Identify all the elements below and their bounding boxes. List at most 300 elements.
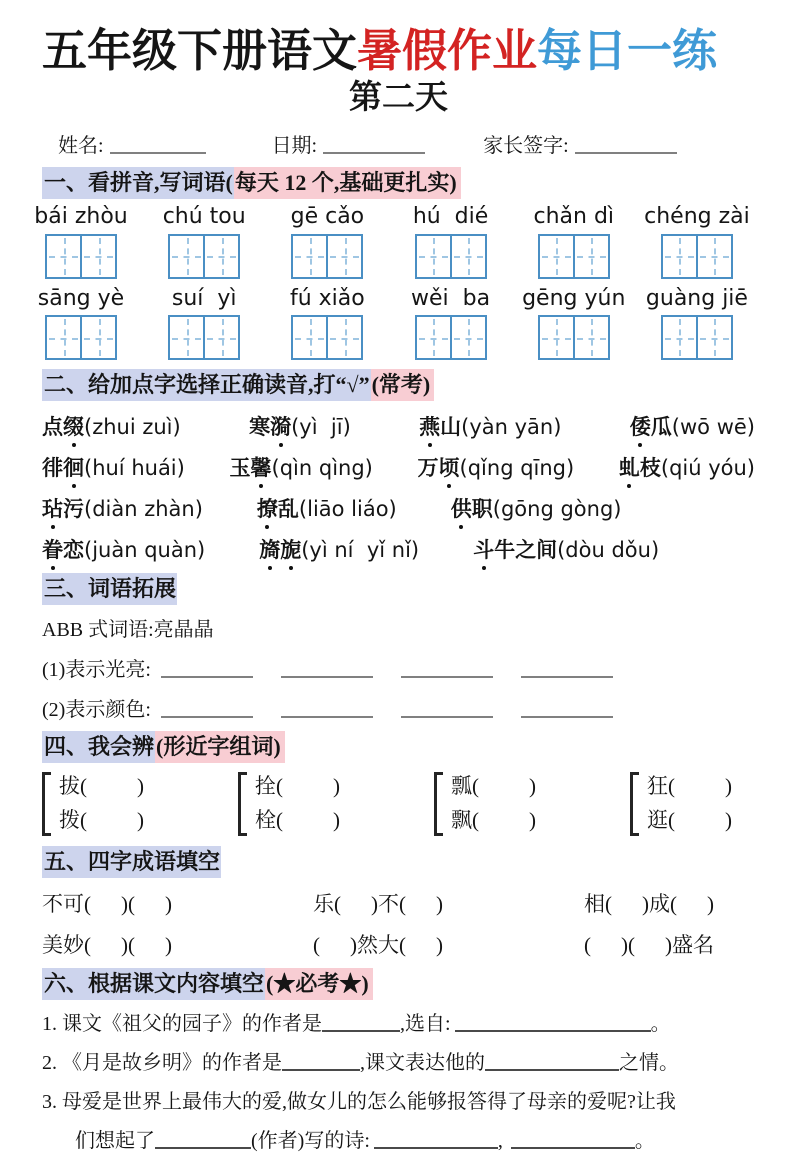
text-segment: )然大(: [350, 933, 406, 958]
bracket-icon: [434, 772, 443, 836]
writing-grid: [45, 315, 117, 360]
dotted-char: 玷: [42, 493, 63, 523]
paren-close: ): [529, 807, 536, 832]
section-similar-characters: [42, 732, 755, 838]
gap: [320, 951, 350, 952]
idiom-item: [313, 929, 443, 959]
char: 逛: [647, 807, 668, 832]
info-row: [58, 129, 755, 158]
char: 恋: [63, 537, 84, 562]
char: 拨: [59, 807, 80, 832]
gap: [591, 951, 621, 952]
phonetic-word-item: [42, 534, 205, 564]
title-homework-part: 暑假作业: [357, 25, 538, 76]
compare-line: [255, 804, 340, 838]
idiom-item: [42, 929, 172, 959]
compare-pair-lines: [59, 770, 144, 837]
compare-pair-group: [434, 770, 536, 837]
blank-line: [282, 1057, 360, 1071]
section4-heading: [42, 732, 755, 762]
dotted-char: 旎: [280, 534, 301, 564]
pinyin-word-column: [644, 204, 750, 278]
blank-line: [575, 140, 677, 154]
pinyin-label: suí yì: [171, 285, 237, 311]
text-segment: ): [707, 892, 714, 917]
abb-blank-line: [42, 653, 755, 682]
writing-grid-cell: [203, 234, 240, 279]
char: 乱: [277, 496, 299, 521]
dotted-char: 顷: [439, 452, 460, 482]
paren-close: ): [725, 774, 732, 799]
compare-pair-group: [42, 770, 144, 837]
char: 污: [63, 496, 84, 521]
text-segment: (作者)写的诗:: [251, 1129, 370, 1152]
compare-line: [647, 804, 732, 838]
pinyin-word-column: [288, 204, 366, 278]
blank-line: [281, 704, 373, 718]
text-segment: ,选自:: [400, 1012, 451, 1035]
text-segment: 不可(: [42, 892, 91, 917]
compare-line: [255, 770, 340, 804]
section6-heading-note: (★必考★): [265, 968, 373, 1000]
writing-grid-cell: [326, 315, 363, 360]
compare-line: [647, 770, 732, 804]
pinyin-word-column: [522, 285, 626, 360]
text-segment: ): [165, 933, 172, 958]
writing-grid: [45, 234, 117, 279]
text-segment: )(: [121, 933, 135, 958]
paren-open: (: [472, 774, 479, 799]
compare-pair-group: [238, 770, 340, 837]
compare-line: [451, 804, 536, 838]
pinyin-word-column: [288, 286, 366, 360]
title-daily-part: 每日一练: [537, 25, 718, 76]
idiom-item: [584, 888, 714, 918]
char: 瓜: [650, 414, 672, 439]
pinyin-label: chéng zài: [644, 204, 750, 230]
word-text: [257, 497, 299, 521]
char: 间: [536, 537, 558, 562]
writing-grid-cell: [538, 234, 575, 279]
pinyin-grid-row: [37, 285, 748, 360]
writing-grid-cell: [45, 315, 82, 360]
pinyin-label: chǎn dì: [533, 204, 615, 230]
phonetic-word-item: [42, 493, 203, 523]
writing-grid-cell: [203, 315, 240, 360]
phonetic-word-item: [259, 534, 419, 564]
text-segment: (: [584, 933, 591, 958]
char: 狂: [647, 774, 668, 799]
phonetic-row: [42, 534, 755, 564]
char: 瓢: [451, 774, 472, 799]
word-text: [230, 456, 272, 480]
compare-pair-lines: [451, 770, 536, 837]
gap: [503, 1146, 511, 1147]
char: 徘: [42, 455, 63, 480]
writing-grid-cell: [573, 234, 610, 279]
gap: [612, 910, 642, 911]
pinyin-word-column: [37, 285, 125, 360]
text-segment: 2. 《月是故乡明》的作者是: [42, 1051, 282, 1074]
text-segment: (2)表示颜色:: [42, 698, 151, 721]
text-segment: )盛名: [665, 933, 714, 958]
pinyin-options: (liāo liáo): [298, 496, 397, 521]
writing-grid-cell: [450, 315, 487, 360]
pinyin-options: (zhui zuì): [84, 414, 181, 439]
pinyin-word-column: [165, 286, 243, 360]
word-text: [42, 538, 84, 562]
pinyin-word-column: [34, 204, 128, 278]
char: 职: [471, 496, 493, 521]
gap: [91, 910, 121, 911]
paren-open: (: [80, 774, 87, 799]
section5-heading: [42, 847, 755, 877]
pinyin-label: gēng yún: [522, 285, 626, 311]
bracket-icon: [238, 772, 247, 836]
gap: [425, 151, 483, 152]
compare-pair-lines: [255, 770, 340, 837]
paren-close: ): [333, 807, 340, 832]
writing-grid-cell: [80, 234, 117, 279]
char: 山: [440, 414, 462, 439]
char: 飘: [451, 807, 472, 832]
blank-line: [401, 704, 493, 718]
fill-in-item: [42, 1088, 755, 1116]
word-text: [42, 456, 84, 480]
pinyin-word-column: [412, 286, 490, 360]
section3-heading: [42, 574, 755, 604]
phonetic-word-item: [249, 411, 351, 441]
dotted-char: 徊: [63, 452, 84, 482]
section-word-expansion: [42, 574, 755, 722]
phonetic-word-item: [418, 452, 575, 482]
section1-heading-note: 每天 12 个,基础更扎实): [234, 167, 461, 199]
writing-grid-cell: [538, 315, 575, 360]
paren-open: (: [668, 774, 675, 799]
pinyin-options: (gōng gòng): [492, 496, 622, 521]
blank-line: [161, 704, 253, 718]
blank-line: [521, 704, 613, 718]
paren-close: ): [137, 807, 144, 832]
text-segment: )不(: [371, 892, 406, 917]
pinyin-options: (qiú yóu): [660, 455, 755, 480]
blank-line: [323, 140, 425, 154]
writing-grid: [661, 234, 733, 279]
section1-heading-main: 一、看拼音,写词语(: [42, 167, 234, 199]
pinyin-options: (huí huái): [84, 455, 185, 480]
text-segment: 3. 母爱是世界上最伟大的爱,做女儿的怎么能够报答得了母亲的爱呢?让我: [42, 1090, 676, 1113]
writing-grid-cell: [661, 234, 698, 279]
pinyin-label: fú xiǎo: [289, 285, 365, 311]
pinyin-grid-rows: [34, 204, 755, 360]
fill-in-items: [42, 1010, 755, 1155]
phonetic-word-item: [230, 452, 373, 482]
text-segment: 1. 课文《祖父的园子》的作者是: [42, 1012, 322, 1035]
section-text-fill-in: [42, 969, 755, 1155]
dotted-char: 眷: [42, 534, 63, 564]
writing-grid: [168, 234, 240, 279]
text-segment: 美妙(: [42, 933, 91, 958]
section5-heading-main: 五、四字成语填空: [42, 846, 221, 878]
compare-pair-lines: [647, 770, 732, 837]
gap: [135, 910, 165, 911]
gap: [373, 715, 401, 716]
text-segment: )(: [621, 933, 635, 958]
section-idioms: [42, 847, 755, 959]
pinyin-label: hú dié: [412, 204, 489, 230]
text-segment: )成(: [642, 892, 677, 917]
text-segment: 日期:: [271, 134, 318, 157]
writing-grid-cell: [450, 234, 487, 279]
text-segment: 。: [650, 1012, 671, 1035]
writing-grid: [291, 234, 363, 279]
writing-grid-cell: [661, 315, 698, 360]
writing-grid-cell: [168, 234, 205, 279]
text-segment: ): [165, 892, 172, 917]
dotted-char: 漪: [270, 411, 291, 441]
writing-grid-cell: [326, 234, 363, 279]
phonetic-word-item: [619, 452, 755, 482]
text-segment: ,课文表达他的: [360, 1051, 485, 1074]
pinyin-options: (qìn qìng): [271, 455, 373, 480]
section2-heading-main: 二、给加点字选择正确读音,打“√”: [42, 369, 371, 401]
text-segment: ,: [497, 1129, 503, 1152]
char: 牛: [494, 537, 516, 562]
pinyin-options: (yàn yān): [461, 414, 562, 439]
writing-grid-cell: [168, 315, 205, 360]
abb-blank-line: [42, 693, 755, 722]
idiom-item: [584, 929, 714, 959]
pinyin-word-column: [645, 285, 748, 360]
text-segment: 们想起了: [75, 1129, 155, 1152]
section4-heading-note: (形近字组词): [155, 731, 285, 763]
phonetic-word-item: [630, 411, 755, 441]
gap: [151, 715, 161, 716]
char: 寒: [249, 414, 271, 439]
phonetic-word-item: [42, 411, 181, 441]
word-text: [42, 415, 84, 439]
gap: [253, 675, 281, 676]
gap: [635, 951, 665, 952]
blank-line: [322, 1018, 400, 1032]
pinyin-word-column: [412, 204, 490, 278]
word-text: [473, 538, 557, 562]
dotted-char: 供: [451, 493, 472, 523]
phonetic-row: [42, 411, 755, 441]
paren-close: ): [529, 774, 536, 799]
compare-pair-groups: [42, 770, 732, 837]
writing-grid-cell: [80, 315, 117, 360]
abb-example-line: ABB 式词语:亮晶晶: [42, 618, 214, 641]
day-subtitle: 第二天: [349, 80, 448, 117]
paren-open: (: [276, 807, 283, 832]
writing-grid-cell: [573, 315, 610, 360]
paren-close: ): [137, 774, 144, 799]
phonetic-row: [42, 493, 755, 523]
writing-grid: [538, 315, 610, 360]
pinyin-word-column: [162, 204, 246, 278]
gap: [135, 951, 165, 952]
text-segment: (: [313, 933, 320, 958]
pinyin-label: sāng yè: [37, 285, 125, 311]
writing-grid-cell: [696, 234, 733, 279]
fill-in-item: [42, 1049, 755, 1077]
writing-grid: [291, 315, 363, 360]
text-segment: ): [436, 892, 443, 917]
blank-line: [281, 664, 373, 678]
text-segment: 。: [634, 1129, 655, 1152]
text-segment: 之情。: [619, 1051, 679, 1074]
word-text: [619, 456, 661, 480]
idiom-row: [42, 888, 714, 918]
blank-line: [511, 1135, 635, 1149]
blank-line: [485, 1057, 619, 1071]
dotted-char: 馨: [251, 452, 272, 482]
gap: [406, 910, 436, 911]
paren-open: (: [80, 807, 87, 832]
section6-heading: [42, 969, 755, 999]
phonetic-word-item: [42, 452, 185, 482]
blank-line: [155, 1135, 251, 1149]
dotted-char: 缀: [63, 411, 84, 441]
compare-pair-group: [630, 770, 732, 837]
phonetic-word-item: [451, 493, 622, 523]
writing-grid: [168, 315, 240, 360]
pinyin-options: (yì jī): [291, 414, 351, 439]
pinyin-grid-row: [34, 204, 750, 278]
gap: [253, 715, 281, 716]
char: 点: [42, 414, 63, 439]
bracket-icon: [630, 772, 639, 836]
char: 拔: [59, 774, 80, 799]
compare-line: [59, 770, 144, 804]
section1-heading: [42, 168, 755, 198]
idiom-row: [42, 929, 714, 959]
word-text: [249, 415, 291, 439]
section2-heading: [42, 370, 755, 400]
writing-grid-cell: [415, 234, 452, 279]
phonetic-word-item: [473, 534, 659, 564]
blank-line: [110, 140, 206, 154]
word-text: [630, 415, 672, 439]
gap: [493, 715, 521, 716]
fill-in-item: [75, 1127, 755, 1155]
section2-heading-note: (常考): [371, 369, 435, 401]
text-segment: (1)表示光亮:: [42, 658, 151, 681]
text-segment: ): [436, 933, 443, 958]
blank-line: [374, 1135, 498, 1149]
writing-grid-cell: [696, 315, 733, 360]
writing-grid-cell: [291, 315, 328, 360]
writing-grid: [538, 234, 610, 279]
page-title: [42, 24, 755, 77]
gap: [151, 675, 161, 676]
pinyin-label: guàng jiē: [645, 285, 748, 311]
pinyin-label: wěi ba: [411, 285, 491, 311]
writing-grid: [661, 315, 733, 360]
paren-open: (: [472, 807, 479, 832]
blank-line: [521, 664, 613, 678]
pinyin-options: (qǐng qīng): [459, 455, 575, 480]
pinyin-options: (diàn zhàn): [84, 496, 203, 521]
gap: [373, 675, 401, 676]
word-text: [451, 497, 493, 521]
char: 万: [417, 455, 439, 480]
abb-blank-lines: [42, 653, 755, 722]
pinyin-label: chú tou: [162, 204, 246, 230]
gap: [206, 151, 272, 152]
text-segment: 家长签字:: [483, 134, 569, 157]
compare-line: [59, 804, 144, 838]
dotted-char: 旖: [259, 534, 280, 564]
pinyin-label: gē cǎo: [290, 204, 365, 230]
word-text: [42, 497, 84, 521]
compare-line: [451, 770, 536, 804]
blank-line: [455, 1018, 651, 1032]
phonetic-rows: [42, 411, 755, 564]
text-segment: 姓名:: [58, 134, 104, 157]
pinyin-options: (wō wē): [671, 414, 755, 439]
text-segment: 乐(: [313, 892, 341, 917]
text-segment: )(: [121, 892, 135, 917]
dotted-char: 撩: [257, 493, 278, 523]
pinyin-label: bái zhòu: [34, 204, 128, 230]
paren-open: (: [668, 807, 675, 832]
paren-close: ): [725, 807, 732, 832]
section3-heading-main: 三、词语拓展: [42, 573, 177, 605]
gap: [493, 675, 521, 676]
word-text: [259, 538, 301, 562]
section6-heading-main: 六、根据课文内容填空: [42, 968, 265, 1000]
bracket-icon: [42, 772, 51, 836]
word-text: [419, 415, 461, 439]
pinyin-options: (dòu dǒu): [557, 537, 660, 562]
phonetic-word-item: [419, 411, 561, 441]
gap: [341, 910, 371, 911]
writing-grid-cell: [291, 234, 328, 279]
phonetic-row: [42, 452, 755, 482]
paren-open: (: [276, 774, 283, 799]
title-grade-part: 五年级下册语文: [42, 25, 358, 76]
char: 玉: [229, 455, 251, 480]
char: 之: [515, 537, 537, 562]
idiom-item: [313, 888, 443, 918]
section4-heading-main: 四、我会辨: [42, 731, 155, 763]
section-pronunciation: [42, 370, 755, 564]
char: 拴: [255, 774, 276, 799]
dotted-char: 虬: [619, 452, 640, 482]
section-pinyin: [34, 168, 755, 360]
gap: [677, 910, 707, 911]
idiom-rows: [42, 888, 755, 959]
writing-grid-cell: [415, 315, 452, 360]
gap: [91, 951, 121, 952]
text-segment: 相(: [584, 892, 612, 917]
writing-grid: [415, 315, 487, 360]
pinyin-options: (yì ní yǐ nǐ): [301, 537, 420, 562]
blank-line: [161, 664, 253, 678]
paren-close: ): [333, 774, 340, 799]
dotted-char: 倭: [630, 411, 651, 441]
blank-line: [401, 664, 493, 678]
gap: [406, 951, 436, 952]
dotted-char: 燕: [419, 411, 440, 441]
char: 枝: [639, 455, 661, 480]
dotted-char: 斗: [473, 534, 494, 564]
word-text: [418, 456, 460, 480]
writing-grid: [415, 234, 487, 279]
pinyin-word-column: [535, 204, 613, 278]
